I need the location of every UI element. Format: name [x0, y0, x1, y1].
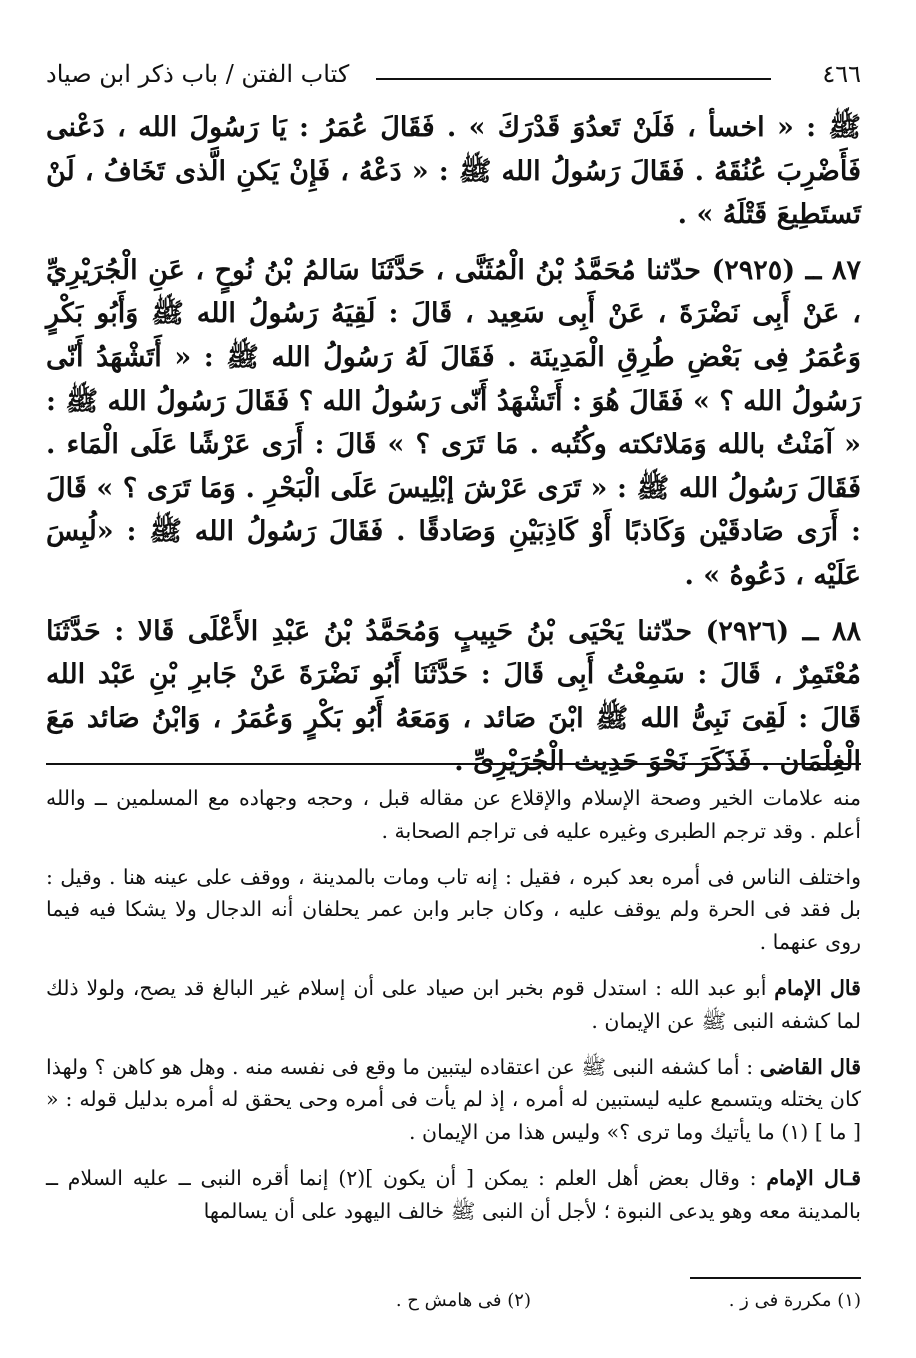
- commentary-divider: [46, 763, 861, 765]
- commentary-paragraph: [46, 972, 861, 1038]
- commentary-paragraph: [46, 1162, 861, 1228]
- commentary-lead: قـال الإمام: [766, 1165, 862, 1190]
- commentary-paragraph: [46, 861, 861, 959]
- running-title: كتاب الفتن / باب ذكر ابن صياد: [46, 60, 350, 88]
- commentary-text: واختلف الناس فى أمره بعد كبره ، فقيل : إنه تاب ومات بالمدينة ، ووقف على عينه هنا . وقيل : بل فقد فى الحرة ولم يوقف عليه ، وكان جابر وابن عمر يحلفان أنه الدجال ولا يشكا فيه فيما روى عنهما .: [46, 864, 861, 955]
- hadith-paragraph: ٨٧ ــ (٢٩٢٥) حدّثنا مُحَمَّدُ بْنُ الْمُثَنَّى ، حَدَّثَنَا سَالمُ بْنُ نُوحٍ ، عَنِ الْجُرَيْرِيِّ ، عَنْ أَبِى نَضْرَةَ ، عَنْ أَبِى سَعِيد ، قَالَ : لَقِيَهُ رَسُولُ الله ﷺ وَأَبُو بَكْرٍ وَعُمَرُ فِى بَعْضِ طُرِقِ الْمَدِينَة . فَقَالَ لَهُ رَسُولُ الله ﷺ : « أَتَشْهَدُ أَنّى رَسُولُ الله ؟ » فَقَالَ هُوَ : أَتَشْهَدُ أَنّى رَسُولُ الله ؟ فَقَالَ رَسُولُ الله ﷺ : « آمَنْتُ بالله وَمَلائكته وكُتُبه . مَا تَرَى ؟ » قَالَ : أَرَى عَرْشًا عَلَى الْمَاء . فَقَالَ رَسُولُ الله ﷺ : « تَرَى عَرْشَ إبْلِيسَ عَلَى الْبَحْرِ . وَمَا تَرَى ؟ » قَالَ : أَرَى صَادقَيْن وَكَاذبًا أَوْ كَاذِبَيْنِ وَصَادقًا . فَقَالَ رَسُولُ الله ﷺ : «لُبِسَ عَلَيْه ، دَعُوهُ » .: [46, 254, 861, 591]
- footnote-divider: [690, 1277, 861, 1279]
- footnotes: [46, 1290, 861, 1320]
- hadith-text: [46, 106, 861, 796]
- commentary-text: منه علامات الخير وصحة الإسلام والإقلاع عن مقاله قبل ، وحجه وجهاده مع المسلمين ــ والله أعلم . وقد ترجم الطبرى وغيره عليه فى تراجم الصحابة .: [46, 786, 861, 843]
- commentary-text: : أما كشفه النبى ﷺ عن اعتقاده ليتبين ما وقع فى نفسه منه . وهل هو كاهن ؟ ولهذا كان يختله ويتسمع عليه ليستبين له أمره ، إذ لم يأت فى أمره وحى يحقق له أمره بدليل قوله : « [ ما ] (١) ما يأتيك وما ترى ؟» وليس هذا من الإيمان .: [46, 1054, 861, 1145]
- hadith-paragraph: ﷺ : « اخسأ ، فَلَنْ تَعدُوَ قَدْرَكَ » . فَقَالَ عُمَرُ : يَا رَسُولَ الله ، دَعْنى فَأَضْرِبَ عُنُقَهُ . فَقَالَ رَسُولُ الله ﷺ : « دَعْهُ ، فَإِنْ يَكنِ الَّذى تَخَافُ ، لَنْ تَستَطِيعَ قَتْلَهُ » .: [46, 112, 861, 231]
- commentary-paragraph: [46, 782, 861, 848]
- commentary-paragraph: [46, 1051, 861, 1149]
- commentary-lead: قال الإمام: [774, 975, 861, 1000]
- footnote: (١) مكررة فى ز .: [728, 1290, 861, 1311]
- commentary-text: : وقال بعض أهل العلم : يمكن [ أن يكون ](٢) إنما أقره النبى ــ عليه السلام ــ بالمدينة معه وهو يدعى النبوة ؛ لأجل أن النبى ﷺ خالف اليهود على أن يسالمها: [46, 1165, 861, 1223]
- commentary: [46, 782, 861, 1241]
- commentary-text: أبو عبد الله : استدل قوم بخبر ابن صياد على أن إسلام غير البالغ قد يصح، ولولا ذلك لما كشفه النبى ﷺ عن الإيمان .: [46, 975, 861, 1033]
- header-rule: [376, 78, 771, 80]
- commentary-lead: قال القاضى: [759, 1054, 861, 1079]
- page-number: ٤٦٦: [822, 60, 861, 88]
- hadith-paragraph: ٨٨ ــ (٢٩٢٦) حدّثنا يَحْيَى بْنُ حَبِيبٍ وَمُحَمَّدُ بْنُ عَبْدِ الأَعْلَى قَالا : حَدَّثَنَا مُعْتَمِرٌ ، قَالَ : سَمِعْتُ أَبِى قَالَ : حَدَّثَنَا أَبُو نَضْرَةَ عَنْ جَابرِ بْنِ عَبْد الله قَالَ : لَقِىَ نَبِىُّ الله ﷺ ابْنَ صَائد ، وَمَعَهُ أَبُو بَكْرٍ وَعُمَرُ ، وَابْنُ صَائد مَعَ الْغِلْمَان . فَذَكَرَ نَحْوَ حَدِيث الْجُرَيْرِىِّ .: [46, 615, 861, 778]
- page-header: [46, 58, 861, 94]
- footnote: (٢) فى هامش ح .: [395, 1290, 531, 1311]
